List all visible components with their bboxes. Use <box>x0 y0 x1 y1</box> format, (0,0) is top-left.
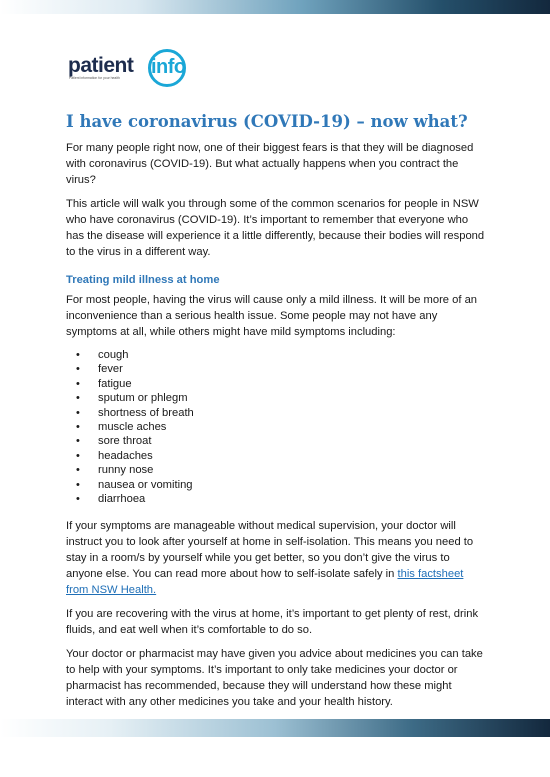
list-item: • shortness of breath <box>66 406 486 420</box>
logo-info-circle-icon <box>148 49 186 87</box>
list-item: • sore throat <box>66 434 486 448</box>
list-item: • fever <box>66 362 486 376</box>
section-heading: Treating mild illness at home <box>66 274 220 286</box>
intro-paragraph-1: For many people right now, one of their biggest fears is that they will be diagnosed with coronavirus (COVID-19). But what actually happens when you contract the virus? <box>66 142 474 186</box>
logo-word: patient <box>68 54 134 77</box>
list-item: • sputum or phlegm <box>66 391 486 405</box>
isolation-text: If your symptoms are manageable without medical supervision, your doctor will instruct you to look after yourself at home in self-isolation. This means you need to stay in a room/s by yourself while you get better, so you don’t give the virus to anyone else. You can read more about how to self-isolate safely in <box>66 520 474 581</box>
list-item: • muscle aches <box>66 420 486 434</box>
list-item: • diarrhoea <box>66 492 486 506</box>
recovery-paragraph: If you are recovering with the virus at home, it’s important to get plenty of rest, drink fluids, and eat well when it’s comfortable to do so. <box>66 608 479 637</box>
top-decorative-band <box>0 0 550 14</box>
article-body <box>66 112 486 718</box>
list-item: • nausea or vomiting <box>66 478 486 492</box>
bottom-decorative-band <box>0 719 550 737</box>
symptom-list <box>66 348 486 506</box>
article-title: I have coronavirus (COVID-19) – now what? <box>66 112 468 131</box>
section-intro: For most people, having the virus will cause only a mild illness. It will be more of an inconvenience than a serious health issue. Some people may not have any symptoms at all, while others might have mild symptoms including: <box>66 294 478 338</box>
list-item: • fatigue <box>66 377 486 391</box>
list-item: • headaches <box>66 449 486 463</box>
intro-paragraph-2: This article will walk you through some of the common scenarios for people in NSW who have coronavirus (COVID-19). It’s important to remember that everyone who has the disease will experience it a little differently, because their bodies will respond to the virus in a different way. <box>66 198 485 258</box>
list-item: • cough <box>66 348 486 362</box>
logo-tagline: Patient information for your health <box>69 76 120 80</box>
list-item: • runny nose <box>66 463 486 477</box>
medicines-paragraph: Your doctor or pharmacist may have given you advice about medicines you can take to help with your symptoms. It’s important to only take medicines your doctor or pharmacist has recommended, because they will understand how these might interact with any other medicines you take and your health history. <box>66 648 483 709</box>
patient-info-logo <box>68 48 208 88</box>
isolation-paragraph <box>66 518 486 598</box>
logo-circle-word: info <box>151 56 186 78</box>
nsw-health-factsheet-link[interactable]: this factsheet from NSW Health. <box>66 568 464 597</box>
